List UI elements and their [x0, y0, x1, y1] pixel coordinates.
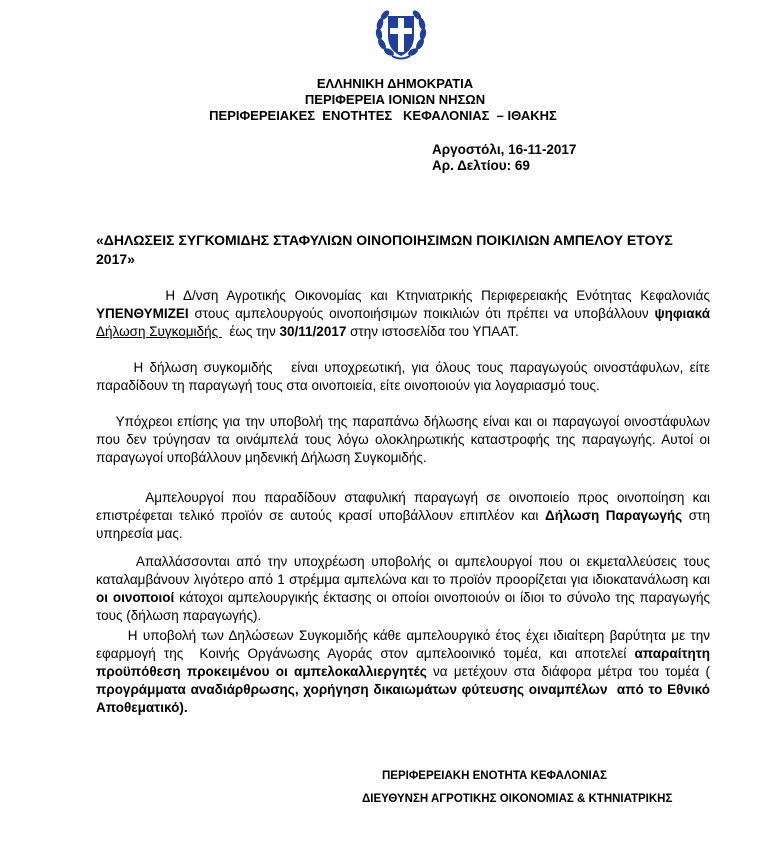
p1-text-1: Η Δ/νση Αγροτικής Οικονομίας και Κτηνιατρικής Περιφερειακής Ενότητας Κεφαλονιάς	[96, 288, 714, 303]
paragraph-reminder	[96, 287, 714, 341]
bulletin-number: Αρ. Δελτίου: 69	[432, 158, 530, 173]
signature-directorate: ΔΙΕΥΘΥΝΣΗ ΑΓΡΟΤΙΚΗΣ ΟΙΚΟΝΟΜΙΑΣ & ΚΤΗΝΙΑΤΡΙΚΗΣ	[362, 793, 673, 805]
p6-bold-programs: προγράμματα αναδιάρθρωσης, χορήγηση δικαιωμάτων φύτευσης οιναμπέλων από το Εθνικό Αποθεματικό).	[96, 682, 714, 715]
p4-text-1: Αμπελουργοί που παραδίδουν σταφυλική παραγωγή σε οινοποιείο προς οινοποίηση και επιστρέφεται τελικό προϊόν σε αυτούς κρασί υποβάλλουν επιπλέον και	[96, 490, 714, 523]
p6-text-1: Η υποβολή των Δηλώσεων Συγκομιδής κάθε αμπελουργικό έτος έχει ιδιαίτερη βαρύτητα με την εφαρμογή της Κοινής Οργάνωσης Αγοράς στον αμπελοοινικό τομέα, και αποτελεί	[96, 628, 714, 661]
p1-text-3	[710, 306, 713, 321]
p1-bold-reminds: ΥΠΕΝΘΥΜΙΖΕΙ	[96, 306, 189, 321]
paragraph-importance	[96, 627, 714, 717]
greek-coat-of-arms-icon	[372, 4, 430, 62]
paragraph-also-obliged: Υπόχρεοι επίσης για την υποβολή της παραπάνω δήλωσης είναι και οι παραγωγοί οινοστάφυλων που δεν τρύγησαν τα οινάμπελά τους λόγω ολοκληρωτικής καταστροφής της παραγωγής. Αυτοί οι παραγωγοί υποβάλλουν μηδενική Δήλωση Συγκομιδής.	[96, 414, 714, 465]
p6-bold-prerequisite: απαραίτητη προϋπόθεση προκειμένου οι αμπελοκαλλιεργητές	[96, 646, 714, 679]
p4-bold-production-declaration: Δήλωση Παραγωγής	[545, 508, 683, 523]
paragraph-production-declaration	[96, 489, 718, 543]
p6-text-2: να μετέχουν στα διάφορα μέτρα του τομέα (	[426, 664, 714, 679]
document-title: «ΔΗΛΩΣΕΙΣ ΣΥΓΚΟΜΙΔΗΣ ΣΤΑΦΥΛΙΩΝ ΟΙΝΟΠΟΙΗΣΙΜΩΝ ΠΟΙΚΙΛΙΩΝ ΑΜΠΕΛΟΥ ΕΤΟΥΣ 2017»	[96, 232, 673, 267]
p1-underlined-harvest-declaration: Δήλωση Συγκομιδής	[96, 324, 222, 339]
header-line-republic: ΕΛΛΗΝΙΚΗ ΔΗΜΟΚΡΑΤΙΑ	[316, 76, 474, 91]
paragraph-obligation: Η δήλωση συγκομιδής είναι υποχρεωτική, για όλους τους παραγωγούς οινοστάφυλων, είτε παραδίδουν τη παραγωγή τους στα οινοποιεία, είτε οινοποιούν για λογαριασμό τους.	[96, 360, 714, 393]
p1-text-5: στην ιστοσελίδα του ΥΠΑΑΤ.	[346, 324, 519, 339]
p5-bold-winemakers: οι οινοποιοί	[96, 590, 175, 605]
p4-text-2: στη υπηρεσία μας.	[96, 508, 718, 541]
signature-unit: ΠΕΡΙΦΕΡΕΙΑΚΗ ΕΝΟΤΗΤΑ ΚΕΦΑΛΟΝΙΑΣ	[382, 770, 607, 782]
p5-text-1: Απαλλάσσονται από την υποχρέωση υποβολής οι αμπελουργοί που οι εκμεταλλεύσεις τους καταλαμβάνουν λιγότερο από 1 στρέμμα αμπελώνα και το προϊόν προορίζεται για ιδιοκατανάλωση και	[96, 554, 714, 587]
header-line-region: ΠΕΡΙΦΕΡΕΙΑ ΙΟΝΙΩΝ ΝΗΣΩΝ	[304, 92, 486, 107]
p5-text-2: κάτοχοι αμπελουργικής έκτασης οι οποίοι οινοποιούν οι ίδιοι το σύνολο της παραγωγής τους (δήλωση παραγωγής).	[96, 590, 714, 623]
header-line-units: ΠΕΡΙΦΕΡΕΙΑΚΕΣ ΕΝΟΤΗΤΕΣ ΚΕΦΑΛΟΝΙΑΣ – ΙΘΑΚΗΣ	[209, 108, 557, 123]
p1-bold-deadline: 30/11/2017	[279, 324, 347, 339]
p1-bold-digitally: ψηφιακά	[654, 306, 710, 321]
p1-text-4: έως την	[221, 324, 280, 339]
paragraph-exemptions	[96, 553, 714, 625]
document-date: Αργοστόλι, 16-11-2017	[432, 142, 577, 157]
p1-text-2: στους αμπελουργούς οινοποιήσιμων ποικιλιών ότι πρέπει να υποβάλλουν	[188, 306, 655, 321]
